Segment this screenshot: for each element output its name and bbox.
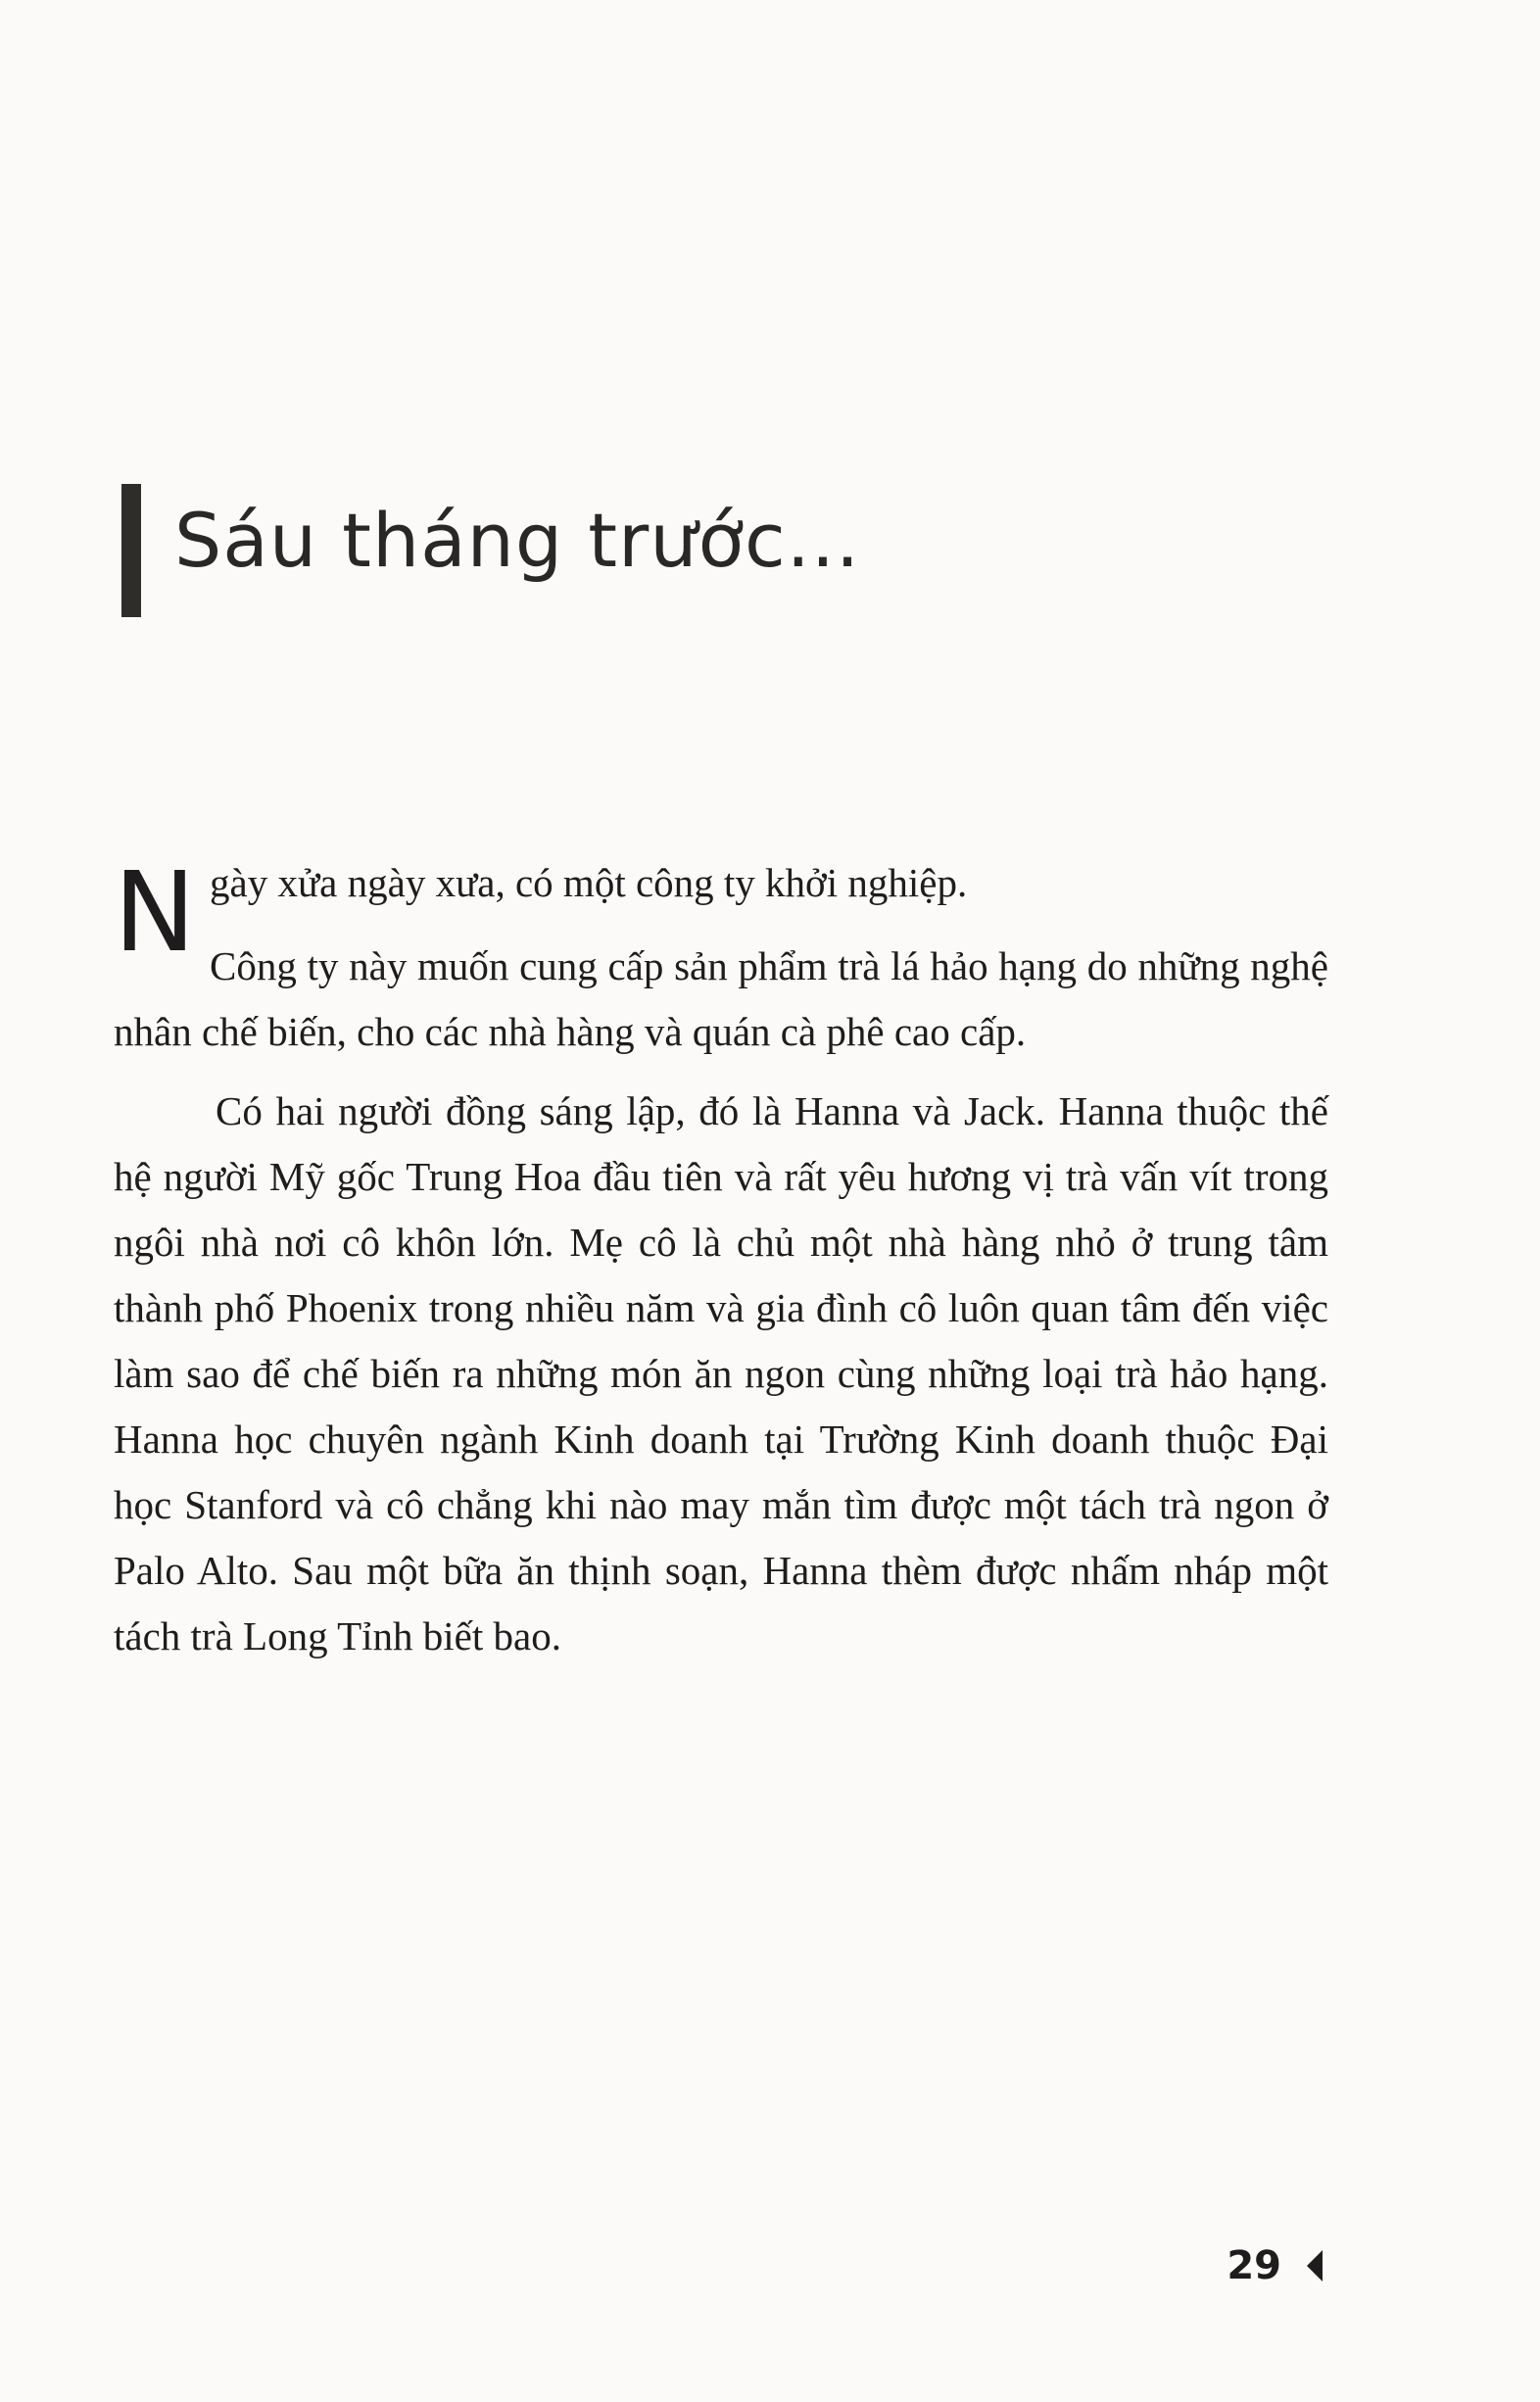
chapter-title: Sáu tháng trước... <box>174 497 861 584</box>
chapter-heading-bar <box>121 484 141 617</box>
page-footer <box>1227 2243 1323 2288</box>
triangle-left-icon <box>1307 2250 1323 2282</box>
paragraph-2: Có hai người đồng sáng lập, đó là Hanna và Jack. Hanna thuộc thế hệ người Mỹ gốc Trung Hoa đầu tiên và rất yêu hương vị trà vấn vít trong ngôi nhà nơi cô khôn lớn. Mẹ cô là chủ một nhà hàng nhỏ ở trung tâm thành phố Phoenix trong nhiều năm và gia đình cô luôn quan tâm đến việc làm sao để chế biến ra những món ăn ngon cùng những loại trà hảo hạng. Hanna học chuyên ngành Kinh doanh tại Trường Kinh doanh thuộc Đại học Stanford và cô chẳng khi nào may mắn tìm được một tách trà ngon ở Palo Alto. Sau một bữa ăn thịnh soạn, Hanna thèm được nhấm nháp một tách trà Long Tỉnh biết bao. <box>114 1088 1328 1658</box>
paragraph-1: Công ty này muốn cung cấp sản phẩm trà lá hảo hạng do những nghệ nhân chế biến, cho các nhà hàng và quán cà phê cao cấp. <box>114 943 1328 1054</box>
drop-cap: N <box>114 849 196 977</box>
page-number: 29 <box>1227 2243 1281 2288</box>
opening-paragraph: gày xửa ngày xưa, có một công ty khởi nghiệp. <box>210 860 968 905</box>
body-text <box>114 850 1328 1687</box>
